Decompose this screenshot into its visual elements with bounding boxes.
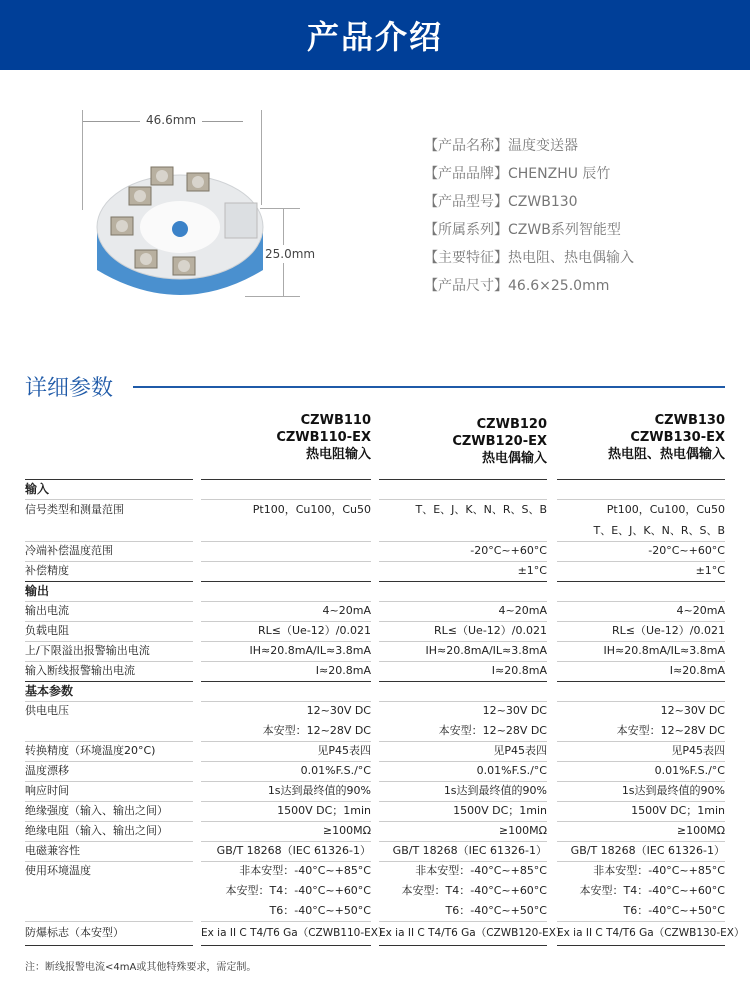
row-value: Ex ia II C T4/T6 Ga（CZWB130-EX）	[557, 927, 745, 939]
row-value: 1s达到最终值的90%	[621, 784, 725, 797]
width-dimension-label: 46.6mm	[140, 113, 202, 127]
row-value: I≈20.8mA	[669, 664, 725, 677]
row-value: T、E、J、K、N、R、S、B	[593, 524, 725, 537]
row-label: 输入断线报警输出电流	[25, 664, 135, 677]
table-row	[25, 761, 725, 781]
info-row-series: 【所属系列】CZWB系列智能型	[424, 222, 621, 238]
row-label: 绝缘强度（输入、输出之间）	[25, 804, 168, 817]
table-row	[25, 521, 725, 541]
table-row	[25, 821, 725, 841]
row-value: 本安型：12~28V DC	[438, 724, 547, 737]
table-row	[25, 541, 725, 561]
column-header-czwb120: CZWB120 CZWB120-EX 热电偶输入	[452, 417, 547, 466]
info-row-size: 【产品尺寸】46.6×25.0mm	[424, 278, 610, 294]
row-value: Ex ia II C T4/T6 Ga（CZWB120-EX）	[379, 927, 567, 939]
row-divider	[379, 945, 547, 946]
row-label: 转换精度（环境温度20°C)	[25, 744, 156, 757]
row-value: 1s达到最终值的90%	[267, 784, 371, 797]
row-label: 电磁兼容性	[25, 844, 80, 857]
info-row-features: 【主要特征】热电阻、热电偶输入	[424, 250, 634, 266]
row-value: 本安型：T4：-40°C~+60°C	[579, 884, 725, 897]
row-value: 非本安型：-40°C~+85°C	[593, 864, 725, 877]
table-row	[25, 741, 725, 761]
row-value: RL≤（Ue-12）/0.021	[434, 624, 547, 637]
table-row	[25, 621, 725, 641]
row-value: 0.01%F.S./°C	[300, 764, 371, 777]
table-row	[25, 661, 725, 681]
row-value: I≈20.8mA	[491, 664, 547, 677]
dimension-line	[260, 208, 300, 209]
row-value: ≥100MΩ	[322, 824, 371, 837]
row-value: 4~20mA	[498, 604, 547, 617]
row-divider	[201, 945, 371, 946]
table-row	[25, 701, 725, 721]
row-value: T、E、J、K、N、R、S、B	[415, 503, 547, 516]
row-value: 本安型：12~28V DC	[616, 724, 725, 737]
row-value: -20°C~+60°C	[470, 544, 547, 557]
section-row	[25, 581, 725, 601]
column-header-czwb110: CZWB110 CZWB110-EX 热电阻输入	[276, 413, 371, 462]
row-value: ±1°C	[517, 564, 547, 577]
table-row	[25, 561, 725, 581]
row-value: 本安型：12~28V DC	[262, 724, 371, 737]
row-value: Pt100，Cu100，Cu50	[252, 503, 371, 516]
row-value: 1500V DC；1min	[453, 804, 547, 817]
row-value: GB/T 18268（IEC 61326-1）	[216, 844, 371, 857]
row-value: I≈20.8mA	[315, 664, 371, 677]
row-label: 基本参数	[25, 684, 74, 698]
info-row-model: 【产品型号】CZWB130	[424, 194, 578, 210]
row-label: 补偿精度	[25, 564, 69, 577]
info-row-brand: 【产品品牌】CHENZHU 辰竹	[424, 166, 611, 182]
row-value: GB/T 18268（IEC 61326-1）	[392, 844, 547, 857]
row-label: 响应时间	[25, 784, 69, 797]
section-row	[25, 681, 725, 701]
row-value: RL≤（Ue-12）/0.021	[258, 624, 371, 637]
row-label: 输出电流	[25, 604, 69, 617]
row-value: Ex ia II C T4/T6 Ga（CZWB110-EX）	[201, 927, 389, 939]
row-value: 1500V DC；1min	[631, 804, 725, 817]
row-value: 见P45表四	[493, 744, 547, 757]
table-row	[25, 499, 725, 521]
row-label: 冷端补偿温度范围	[25, 544, 113, 557]
row-value: 12~30V DC	[660, 704, 725, 717]
row-value: 本安型：T4：-40°C~+60°C	[401, 884, 547, 897]
row-value: T6：-40°C~+50°C	[623, 904, 725, 917]
row-value: 非本安型：-40°C~+85°C	[239, 864, 371, 877]
table-row	[25, 861, 725, 881]
row-divider	[557, 945, 725, 946]
row-value: 本安型：T4：-40°C~+60°C	[225, 884, 371, 897]
row-value: 非本安型：-40°C~+85°C	[415, 864, 547, 877]
row-label: 输出	[25, 584, 50, 598]
row-value: 1500V DC；1min	[277, 804, 371, 817]
product-figure	[70, 100, 360, 320]
row-value: T6：-40°C~+50°C	[269, 904, 371, 917]
table-row	[25, 721, 725, 741]
row-divider	[25, 945, 193, 946]
header-banner	[0, 0, 750, 70]
footnote: 注：断线报警电流<4mA或其他特殊要求，需定制。	[25, 962, 257, 973]
row-label: 绝缘电阻（输入、输出之间）	[25, 824, 168, 837]
row-value: 0.01%F.S./°C	[476, 764, 547, 777]
section-title: 详细参数	[25, 376, 114, 401]
table-row	[25, 641, 725, 661]
row-value: 见P45表四	[671, 744, 725, 757]
table-row	[25, 601, 725, 621]
row-value: 12~30V DC	[482, 704, 547, 717]
table-row	[25, 921, 745, 945]
row-label: 防爆标志（本安型）	[25, 926, 124, 939]
section-row	[25, 479, 725, 499]
row-value: RL≤（Ue-12）/0.021	[612, 624, 725, 637]
row-value: T6：-40°C~+50°C	[445, 904, 547, 917]
row-value: IH≈20.8mA/IL≈3.8mA	[425, 644, 547, 657]
column-header-czwb130: CZWB130 CZWB130-EX 热电阻、热电偶输入	[607, 413, 725, 462]
table-row	[25, 881, 725, 901]
row-value: GB/T 18268（IEC 61326-1）	[570, 844, 725, 857]
row-value: 12~30V DC	[306, 704, 371, 717]
section-divider	[133, 386, 725, 388]
row-label: 温度漂移	[25, 764, 69, 777]
transmitter-device-image	[95, 155, 265, 300]
page-title: 产品介绍	[306, 18, 443, 56]
row-value: 4~20mA	[322, 604, 371, 617]
row-label: 信号类型和测量范围	[25, 503, 124, 516]
row-value: 0.01%F.S./°C	[654, 764, 725, 777]
table-row	[25, 901, 725, 921]
row-value: -20°C~+60°C	[648, 544, 725, 557]
row-value: ≥100MΩ	[498, 824, 547, 837]
table-row	[25, 781, 725, 801]
row-value: 见P45表四	[317, 744, 371, 757]
table-row	[25, 801, 725, 821]
dimension-line	[82, 110, 83, 210]
row-label: 输入	[25, 482, 50, 496]
row-value: Pt100，Cu100，Cu50	[606, 503, 725, 516]
row-label: 负载电阻	[25, 624, 69, 637]
row-value: IH≈20.8mA/IL≈3.8mA	[249, 644, 371, 657]
row-value: IH≈20.8mA/IL≈3.8mA	[603, 644, 725, 657]
product-info-list	[424, 132, 634, 300]
row-label: 供电电压	[25, 704, 69, 717]
table-row	[25, 841, 725, 861]
row-value: 1s达到最终值的90%	[443, 784, 547, 797]
row-label: 上/下限溢出报警输出电流	[25, 644, 150, 657]
row-value: ≥100MΩ	[676, 824, 725, 837]
row-value: ±1°C	[695, 564, 725, 577]
info-row-name: 【产品名称】温度变送器	[424, 138, 578, 154]
row-label: 使用环境温度	[25, 864, 91, 877]
height-dimension-label: 25.0mm	[265, 247, 316, 261]
row-value: 4~20mA	[676, 604, 725, 617]
